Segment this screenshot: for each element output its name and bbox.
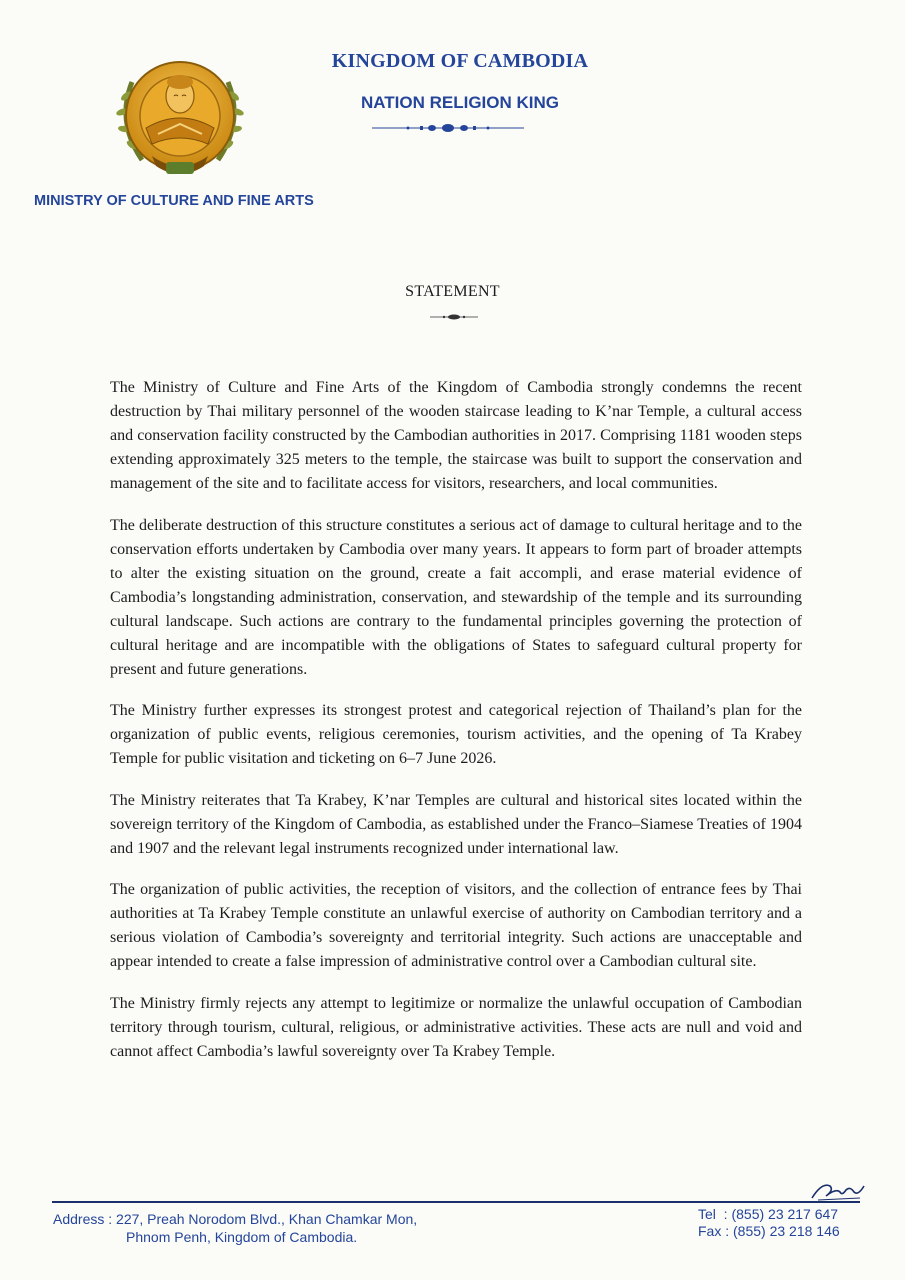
statement-paragraph-6: The Ministry firmly rejects any attempt to legitimize or normalize the unlawful occupation of Cambodian territory through tourism, cultural, religious, or administrative activities. These acts are null and void and cannot affect Cambodia’s lawful sovereignty over Ta Krabey Temple. bbox=[110, 994, 802, 1060]
ministry-emblem-icon bbox=[112, 52, 248, 184]
telephone-number: Tel : (855) 23 217 647 bbox=[698, 1206, 839, 1222]
header-ornament-divider bbox=[372, 122, 524, 134]
footer-contact bbox=[698, 1206, 840, 1240]
signature-initials bbox=[808, 1178, 866, 1202]
title-ornament-divider bbox=[430, 313, 478, 321]
footer-address bbox=[53, 1210, 417, 1246]
statement-paragraph-1: The Ministry of Culture and Fine Arts of the Kingdom of Cambodia strongly condemns the recent destruction by Thai military personnel of the wooden staircase leading to K’nar Temple, a cultural access and conservation facility constructed by the Cambodian authorities in 2017. Comprising 1181 wooden steps extending approximately 325 meters to the temple, the staircase was built to support the conservation and management of the site and to facilitate access for visitors, researchers, and local communities. bbox=[110, 379, 802, 492]
ministry-name: MINISTRY OF CULTURE AND FINE ARTS bbox=[34, 193, 314, 209]
statement-body bbox=[110, 376, 802, 1081]
address-line-2: Phnom Penh, Kingdom of Cambodia. bbox=[126, 1229, 358, 1245]
footer-rule bbox=[52, 1201, 860, 1203]
fax-number: Fax : (855) 23 218 146 bbox=[698, 1223, 840, 1239]
country-heading: KINGDOM OF CAMBODIA bbox=[331, 50, 589, 72]
address-line-1: Address : 227, Preah Norodom Blvd., Khan Chamkar Mon, bbox=[53, 1211, 418, 1227]
statement-paragraph-3: The Ministry further expresses its strongest protest and categorical rejection of Thailand’s plan for the organization of public events, religious ceremonies, tourism activities, and the opening of Ta Krabey Temple for public visitation and ticketing on 6–7 June 2026. bbox=[110, 702, 802, 767]
national-motto: NATION RELIGION KING bbox=[360, 93, 559, 112]
statement-paragraph-2: The deliberate destruction of this structure constitutes a serious act of damage to cultural heritage and to the conservation efforts undertaken by Cambodia over many years. It appears to form part of broader attempts to alter the existing situation on the ground, create a fait accompli, and erase material evidence of Cambodia’s longstanding administration, conservation, and stewardship of the temple and its surrounding cultural landscape. Such actions are contrary to the fundamental principles governing the protection of cultural heritage and are incompatible with the obligations of States to safeguard cultural property for present and future generations. bbox=[110, 516, 802, 678]
statement-paragraph-4: The Ministry reiterates that Ta Krabey, K’nar Temples are cultural and historical sites located within the sovereign territory of the Kingdom of Cambodia, as established under the Franco–Siamese Treaties of 1904 and 1907 and the relevant legal instruments recognized under international law. bbox=[110, 791, 802, 857]
document-title: STATEMENT bbox=[405, 283, 500, 300]
statement-paragraph-5: The organization of public activities, the reception of visitors, and the collection of entrance fees by Thai authorities at Ta Krabey Temple constitute an unlawful exercise of authority on Cambodian territory and a serious violation of Cambodia’s sovereignty and territorial integrity. Such actions are unacceptable and appear intended to create a false impression of administrative control over a Cambodian cultural site. bbox=[110, 881, 802, 970]
